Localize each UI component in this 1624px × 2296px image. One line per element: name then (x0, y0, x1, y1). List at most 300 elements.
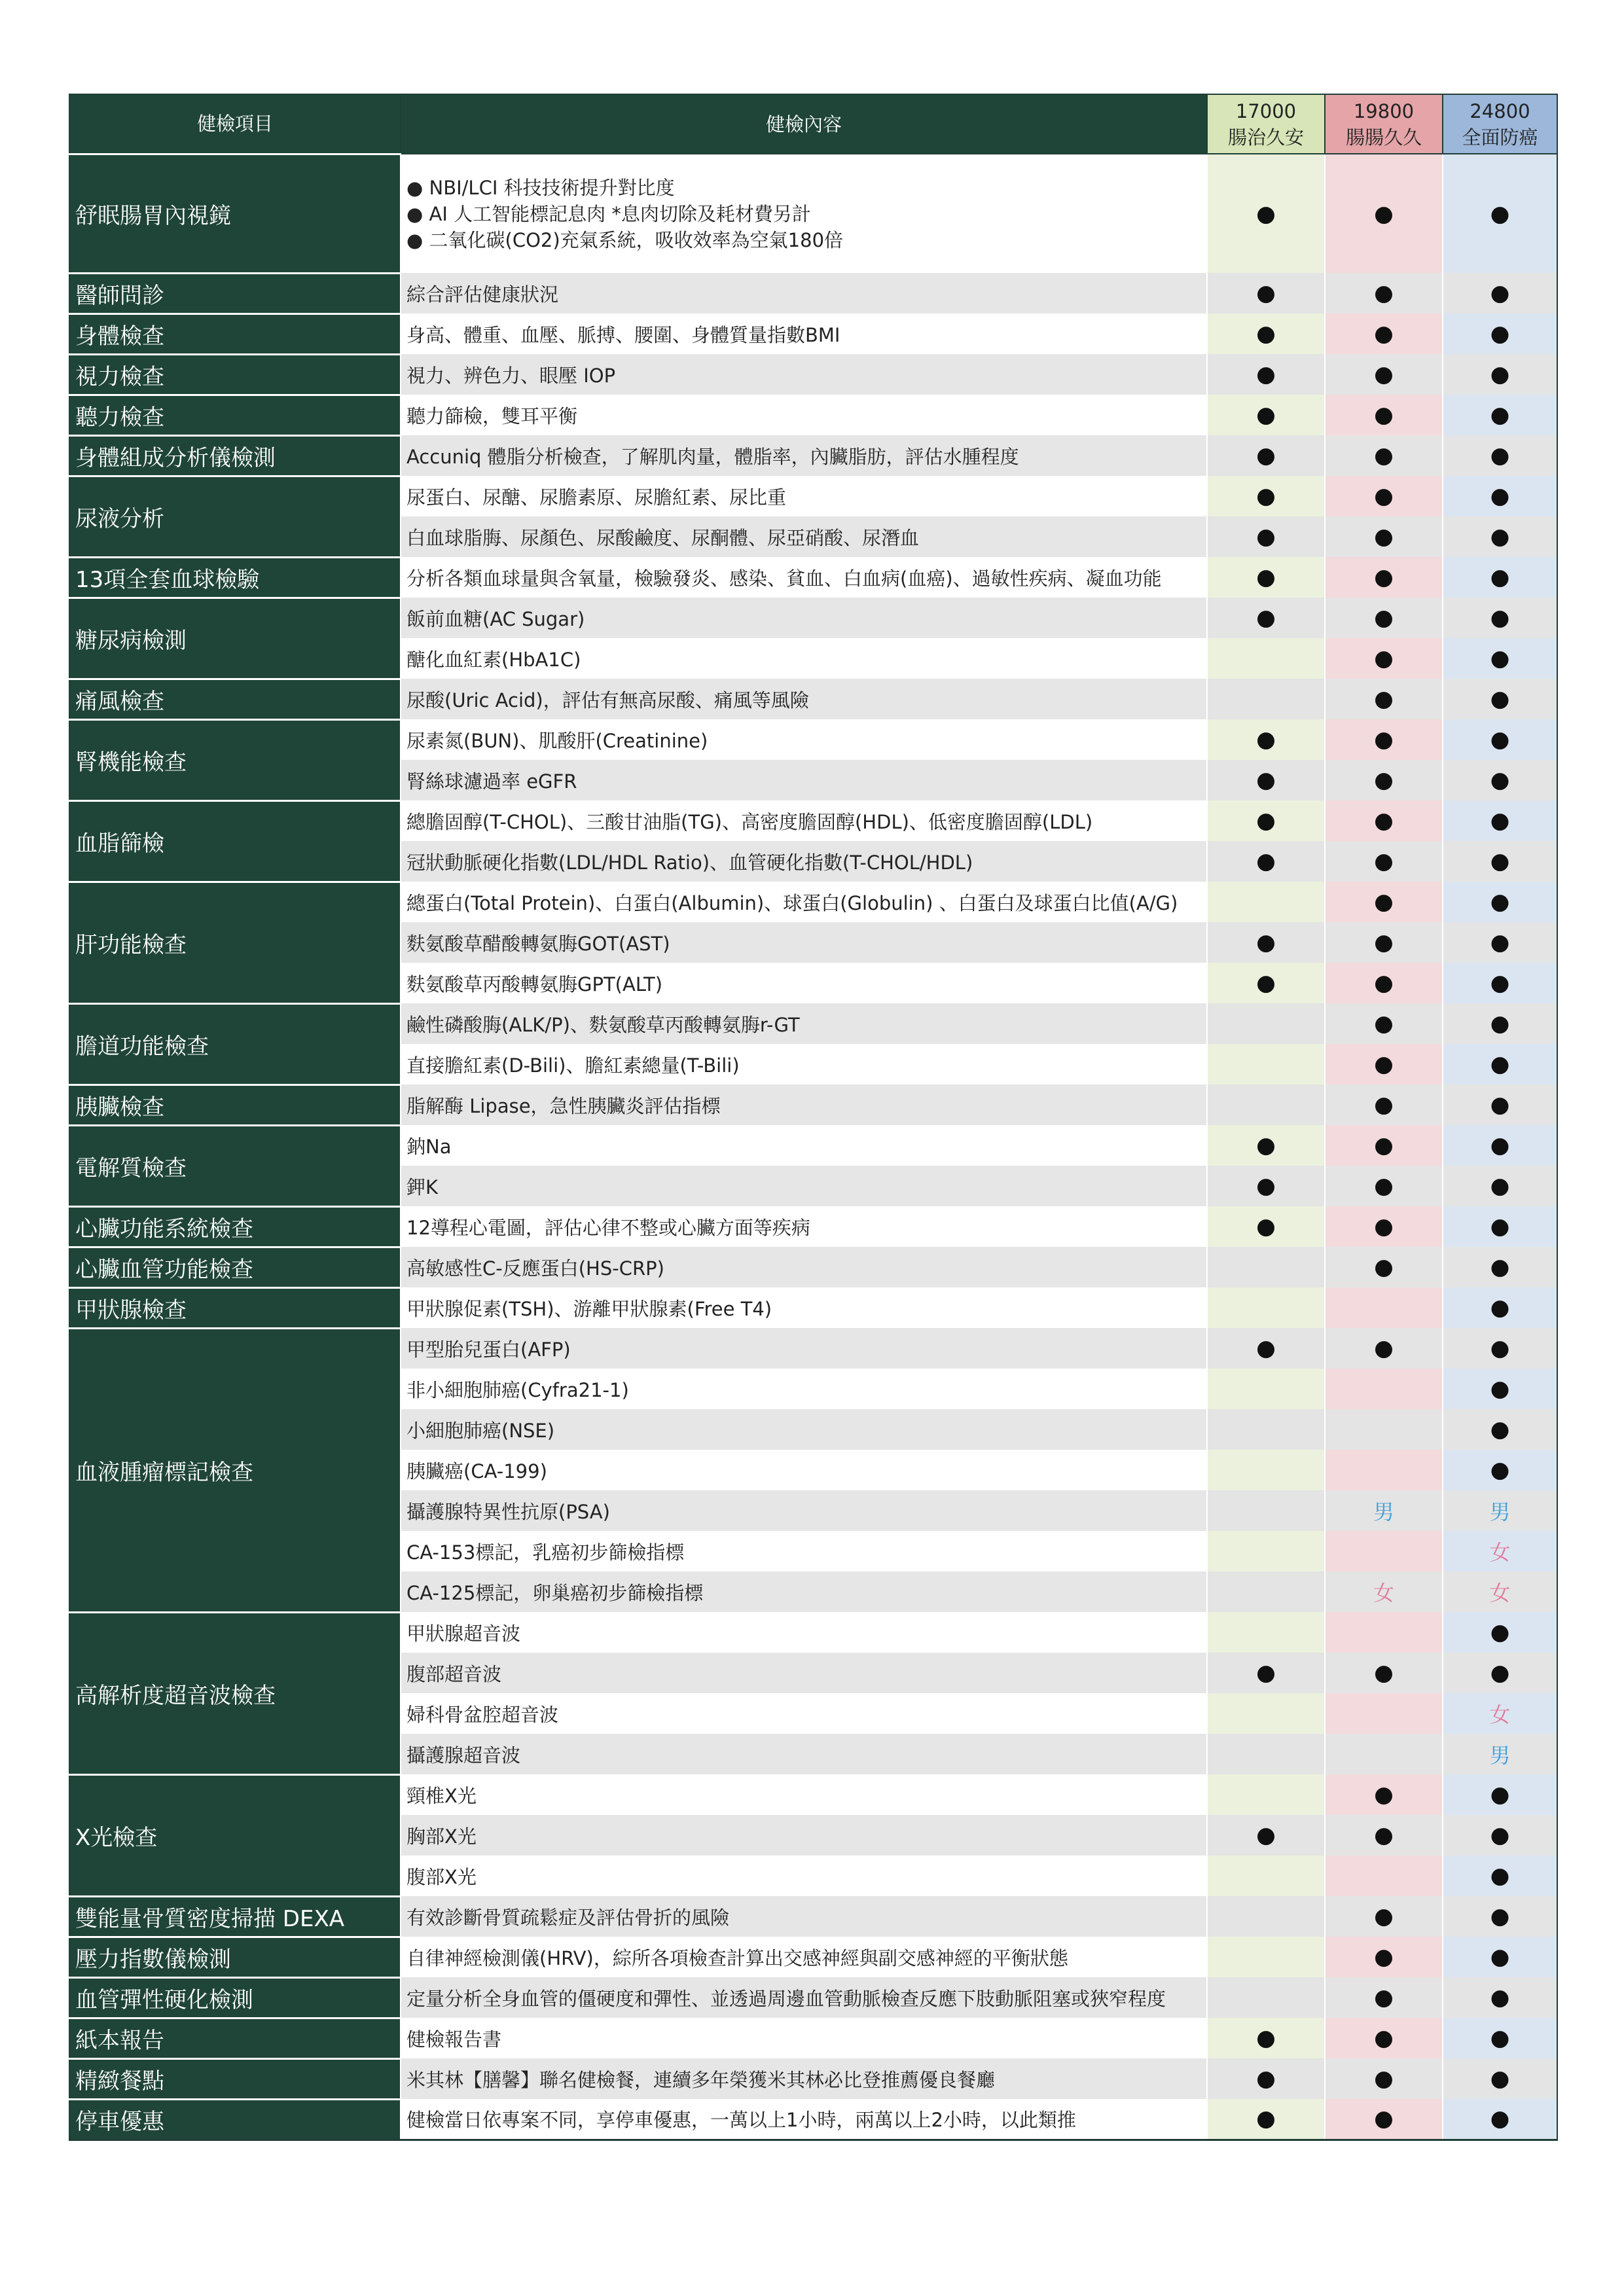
plan-3-cell (1443, 1450, 1557, 1490)
table-row (69, 354, 1557, 395)
plan-2-cell (1325, 598, 1443, 638)
included-mark: ● (1374, 564, 1394, 590)
plan-1-cell (1207, 1369, 1325, 1409)
included-mark: ● (1490, 2066, 1510, 2092)
category-cell: 胰臟檢查 (69, 1085, 401, 1125)
plan-name: 腸腸久久 (1345, 126, 1422, 149)
plan-1-cell (1207, 1653, 1325, 1693)
content-cell: 腹部超音波 (401, 1653, 1207, 1693)
plan-1-cell (1207, 1856, 1325, 1896)
included-mark: ● (1374, 1051, 1394, 1077)
plan-3-cell (1443, 1896, 1557, 1937)
content-cell: 視力、辨色力、眼壓 IOP (401, 354, 1207, 395)
table-row (69, 598, 1557, 638)
content-cell: 小細胞肺癌(NSE) (401, 1409, 1207, 1450)
plan-2-cell (1325, 476, 1443, 516)
category-cell: 膽道功能檢查 (69, 1003, 401, 1085)
plan-3-cell (1443, 1774, 1557, 1815)
plan-2-cell (1325, 1693, 1443, 1734)
table-row (69, 1612, 1557, 1653)
plan-1-cell (1207, 1774, 1325, 1815)
plan-2-cell (1325, 557, 1443, 598)
included-mark: ● (1490, 767, 1510, 793)
included-mark: ● (1374, 1944, 1394, 1970)
plan-3-cell (1443, 963, 1557, 1003)
content-cell: 尿蛋白、尿醣、尿膽素原、尿膽紅素、尿比重 (401, 476, 1207, 516)
plan-3-cell (1443, 395, 1557, 435)
plan-1-cell (1207, 922, 1325, 963)
included-mark: ● (1374, 442, 1394, 469)
included-mark: ● (1490, 970, 1510, 996)
plan-1-cell (1207, 354, 1325, 395)
plan-1-cell (1207, 154, 1325, 273)
content-cell: 健檢報告書 (401, 2018, 1207, 2058)
included-mark: ● (1490, 1132, 1510, 1158)
category-cell: 13項全套血球檢驗 (69, 557, 401, 598)
plan-3-cell (1443, 1409, 1557, 1450)
plan-2-cell (1325, 395, 1443, 435)
table-row (69, 679, 1557, 719)
category-cell: 紙本報告 (69, 2018, 401, 2058)
plan-3-cell (1443, 638, 1557, 679)
included-mark: ● (1374, 808, 1394, 834)
included-mark: ● (1256, 524, 1276, 550)
plan-2-cell (1325, 1409, 1443, 1450)
plan-1-cell (1207, 963, 1325, 1003)
plan-3-cell (1443, 476, 1557, 516)
plan-1-cell (1207, 882, 1325, 922)
included-mark: ● (1490, 1863, 1510, 1889)
plan-price: 24800 (1470, 99, 1530, 122)
plan-2-cell (1325, 963, 1443, 1003)
content-cell: 非小細胞肺癌(Cyfra21-1) (401, 1369, 1207, 1409)
content-cell: 分析各類血球量與含氧量，檢驗發炎、感染、貧血、白血病(血癌)、過敏性疾病、凝血功能 (401, 557, 1207, 598)
content-cell: 鉀K (401, 1166, 1207, 1206)
included-mark: ● (1256, 442, 1276, 469)
included-mark: ● (1490, 848, 1510, 874)
included-mark: ● (1490, 321, 1510, 347)
plan-2-cell (1325, 1653, 1443, 1693)
table-row (69, 1247, 1557, 1287)
included-mark: ● (1374, 929, 1394, 956)
included-mark: ● (1490, 605, 1510, 631)
content-cell: 總膽固醇(T-CHOL)、三酸甘油脂(TG)、高密度膽固醇(HDL)、低密度膽固醇(LDL) (401, 800, 1207, 841)
included-mark: ● (1490, 686, 1510, 712)
plan-2-cell (1325, 1571, 1443, 1612)
included-mark: ● (1256, 321, 1276, 347)
content-cell: 聽力篩檢，雙耳平衡 (401, 395, 1207, 435)
plan-3-cell (1443, 760, 1557, 800)
plan-2-cell (1325, 679, 1443, 719)
plan-1-cell (1207, 1693, 1325, 1734)
included-mark: ● (1374, 645, 1394, 672)
table-row (69, 557, 1557, 598)
plan-1-cell (1207, 1937, 1325, 1977)
plan-1-cell (1207, 476, 1325, 516)
plan-3-cell (1443, 719, 1557, 760)
included-mark: ● (1374, 889, 1394, 915)
plan-price: 19800 (1353, 99, 1415, 122)
included-mark: ● (1374, 280, 1394, 306)
plan-1-cell (1207, 395, 1325, 435)
included-mark: ● (1490, 808, 1510, 834)
included-mark: ● (1490, 564, 1510, 590)
content-cell: 綜合評估健康狀況 (401, 273, 1207, 314)
plan-2-cell (1325, 1166, 1443, 1206)
plan-2-cell (1325, 1612, 1443, 1653)
plan-3-cell (1443, 2058, 1557, 2099)
included-mark: ● (1490, 2025, 1510, 2051)
header-plan-19800 (1325, 94, 1443, 154)
plan-3-cell (1443, 435, 1557, 476)
included-mark: ● (1256, 970, 1276, 996)
plan-3-cell (1443, 1612, 1557, 1653)
category-cell: 肝功能檢查 (69, 882, 401, 1003)
category-cell: 高解析度超音波檢查 (69, 1612, 401, 1774)
plan-2-cell (1325, 922, 1443, 963)
content-cell: 腹部X光 (401, 1856, 1207, 1896)
content-cell: CA-125標記，卵巢癌初步篩檢指標 (401, 1571, 1207, 1612)
included-mark: ● (1490, 1984, 1510, 2011)
category-cell: 雙能量骨質密度掃描 DEXA (69, 1896, 401, 1937)
plan-2-cell (1325, 2058, 1443, 2099)
table-row (69, 1937, 1557, 1977)
included-mark: ● (1490, 2106, 1510, 2132)
female-marker: 女 (1489, 1540, 1511, 1565)
content-cell: 麩氨酸草丙酸轉氨脢GPT(ALT) (401, 963, 1207, 1003)
plan-2-cell (1325, 760, 1443, 800)
category-cell: 血液腫瘤標記檢查 (69, 1328, 401, 1612)
plan-1-cell (1207, 638, 1325, 679)
plan-1-cell (1207, 1125, 1325, 1166)
included-mark: ● (1374, 2066, 1394, 2092)
plan-3-cell (1443, 1247, 1557, 1287)
plan-3-cell (1443, 1166, 1557, 1206)
included-mark: ● (1490, 524, 1510, 550)
plan-2-cell (1325, 841, 1443, 882)
plan-2-cell (1325, 1044, 1443, 1085)
included-mark: ● (1490, 1944, 1510, 1970)
category-cell: 血管彈性硬化檢測 (69, 1977, 401, 2018)
plan-3-cell (1443, 1653, 1557, 1693)
plan-3-cell (1443, 557, 1557, 598)
included-mark: ● (1490, 889, 1510, 915)
plan-1-cell (1207, 273, 1325, 314)
plan-2-cell (1325, 1856, 1443, 1896)
content-cell: 米其林【膳馨】聯名健檢餐，連續多年榮獲米其林必比登推薦優良餐廳 (401, 2058, 1207, 2099)
included-mark: ● (1374, 686, 1394, 712)
included-mark: ● (1256, 1213, 1276, 1240)
plan-1-cell (1207, 1490, 1325, 1531)
plan-2-cell (1325, 1937, 1443, 1977)
included-mark: ● (1490, 1619, 1510, 1645)
plan-1-cell (1207, 2018, 1325, 2058)
content-cell: 脂解酶 Lipase，急性胰臟炎評估指標 (401, 1085, 1207, 1125)
plan-2-cell (1325, 1369, 1443, 1409)
content-cell: 身高、體重、血壓、脈搏、腰圍、身體質量指數BMI (401, 314, 1207, 354)
header-category: 健檢項目 (69, 94, 401, 154)
plan-2-cell (1325, 435, 1443, 476)
included-mark: ● (1490, 1457, 1510, 1483)
content-cell: 攝護腺超音波 (401, 1734, 1207, 1774)
plan-2-cell (1325, 719, 1443, 760)
plan-1-cell (1207, 1328, 1325, 1369)
content-cell: 攝護腺特異性抗原(PSA) (401, 1490, 1207, 1531)
category-cell: 心臟功能系統檢查 (69, 1206, 401, 1247)
table-row (69, 1896, 1557, 1937)
included-mark: ● (1374, 1984, 1394, 2011)
category-cell: 舒眠腸胃內視鏡 (69, 154, 401, 273)
included-mark: ● (1374, 970, 1394, 996)
category-cell: 尿液分析 (69, 476, 401, 557)
male-marker: 男 (1373, 1499, 1394, 1524)
male-marker: 男 (1489, 1743, 1511, 1768)
included-mark: ● (1256, 1660, 1276, 1686)
plan-1-cell (1207, 2099, 1325, 2140)
included-mark: ● (1256, 2106, 1276, 2132)
plan-3-cell (1443, 882, 1557, 922)
included-mark: ● (1374, 726, 1394, 753)
content-cell: 醣化血紅素(HbA1C) (401, 638, 1207, 679)
plan-1-cell (1207, 841, 1325, 882)
plan-2-cell (1325, 1003, 1443, 1044)
included-mark: ● (1256, 2025, 1276, 2051)
category-cell: 糖尿病檢測 (69, 598, 401, 679)
plan-3-cell (1443, 1328, 1557, 1369)
category-cell: 醫師問診 (69, 273, 401, 314)
included-mark: ● (1256, 361, 1276, 387)
included-mark: ● (1374, 1213, 1394, 1240)
included-mark: ● (1490, 645, 1510, 672)
included-mark: ● (1256, 929, 1276, 956)
included-mark: ● (1374, 524, 1394, 550)
included-mark: ● (1374, 200, 1394, 227)
plan-3-cell (1443, 922, 1557, 963)
included-mark: ● (1490, 929, 1510, 956)
content-cell: 有效診斷骨質疏鬆症及評估骨折的風險 (401, 1896, 1207, 1937)
plan-3-cell (1443, 1287, 1557, 1328)
plan-1-cell (1207, 1815, 1325, 1856)
table-row (69, 1287, 1557, 1328)
included-mark: ● (1256, 564, 1276, 590)
included-mark: ● (1374, 483, 1394, 509)
included-mark: ● (1374, 848, 1394, 874)
plan-1-cell (1207, 1612, 1325, 1653)
included-mark: ● (1490, 1011, 1510, 1037)
included-mark: ● (1256, 483, 1276, 509)
plan-3-cell (1443, 1571, 1557, 1612)
included-mark: ● (1256, 402, 1276, 428)
table-row (69, 273, 1557, 314)
included-mark: ● (1490, 1254, 1510, 1280)
content-cell: 自律神經檢測儀(HRV)，綜所各項檢查計算出交感神經與副交感神經的平衡狀態 (401, 1937, 1207, 1977)
plan-1-cell (1207, 1166, 1325, 1206)
included-mark: ● (1374, 605, 1394, 631)
plan-3-cell (1443, 1003, 1557, 1044)
plan-1-cell (1207, 516, 1325, 557)
included-mark: ● (1490, 726, 1510, 753)
content-line: ● 二氧化碳(CO2)充氣系統，吸收效率為空氣180倍 (406, 228, 844, 251)
plan-3-cell (1443, 598, 1557, 638)
plan-3-cell (1443, 2018, 1557, 2058)
plan-3-cell (1443, 1693, 1557, 1734)
included-mark: ● (1374, 1092, 1394, 1118)
included-mark: ● (1490, 1295, 1510, 1321)
plan-1-cell (1207, 760, 1325, 800)
included-mark: ● (1256, 1173, 1276, 1199)
female-marker: 女 (1489, 1702, 1511, 1727)
included-mark: ● (1490, 1416, 1510, 1443)
content-cell: 頸椎X光 (401, 1774, 1207, 1815)
plan-2-cell (1325, 1531, 1443, 1571)
content-cell: 尿素氮(BUN)、肌酸肝(Creatinine) (401, 719, 1207, 760)
table-row (69, 1206, 1557, 1247)
content-cell: 冠狀動脈硬化指數(LDL/HDL Ratio)、血管硬化指數(T-CHOL/HDL) (401, 841, 1207, 882)
plan-3-cell (1443, 1044, 1557, 1085)
included-mark: ● (1490, 1092, 1510, 1118)
included-mark: ● (1256, 808, 1276, 834)
female-marker: 女 (1373, 1581, 1394, 1605)
header-content: 健檢內容 (401, 94, 1207, 154)
content-cell: 婦科骨盆腔超音波 (401, 1693, 1207, 1734)
plan-2-cell (1325, 354, 1443, 395)
health-check-comparison-table (69, 94, 1558, 2141)
category-cell: 腎機能檢查 (69, 719, 401, 800)
plan-2-cell (1325, 1774, 1443, 1815)
plan-2-cell (1325, 1328, 1443, 1369)
table-row (69, 476, 1557, 516)
male-marker: 男 (1489, 1499, 1511, 1524)
included-mark: ● (1374, 1782, 1394, 1808)
plan-2-cell (1325, 1085, 1443, 1125)
included-mark: ● (1490, 280, 1510, 306)
table-row (69, 2058, 1557, 2099)
plan-3-cell (1443, 1206, 1557, 1247)
plan-3-cell (1443, 1125, 1557, 1166)
table-row (69, 1085, 1557, 1125)
content-cell: 麩氨酸草醋酸轉氨脢GOT(AST) (401, 922, 1207, 963)
table-row (69, 2018, 1557, 2058)
table-row (69, 719, 1557, 760)
included-mark: ● (1490, 361, 1510, 387)
included-mark: ● (1374, 402, 1394, 428)
plan-3-cell (1443, 800, 1557, 841)
plan-2-cell (1325, 1815, 1443, 1856)
included-mark: ● (1490, 1173, 1510, 1199)
table-row (69, 800, 1557, 841)
plan-price: 17000 (1235, 99, 1297, 122)
plan-1-cell (1207, 314, 1325, 354)
category-cell: 身體檢查 (69, 314, 401, 354)
plan-1-cell (1207, 719, 1325, 760)
plan-3-cell (1443, 1815, 1557, 1856)
included-mark: ● (1256, 767, 1276, 793)
included-mark: ● (1256, 726, 1276, 753)
plan-3-cell (1443, 354, 1557, 395)
plan-1-cell (1207, 679, 1325, 719)
category-cell: 身體組成分析儀檢測 (69, 435, 401, 476)
category-cell: 甲狀腺檢查 (69, 1287, 401, 1328)
plan-2-cell (1325, 314, 1443, 354)
female-marker: 女 (1489, 1581, 1511, 1605)
content-cell: 12導程心電圖，評估心律不整或心臟方面等疾病 (401, 1206, 1207, 1247)
plan-3-cell (1443, 679, 1557, 719)
content-cell: 尿酸(Uric Acid)，評估有無高尿酸、痛風等風險 (401, 679, 1207, 719)
plan-1-cell (1207, 1003, 1325, 1044)
included-mark: ● (1374, 321, 1394, 347)
content-cell: 直接膽紅素(D-Bili)、膽紅素總量(T-Bili) (401, 1044, 1207, 1085)
plan-3-cell (1443, 1734, 1557, 1774)
content-cell: 甲型胎兒蛋白(AFP) (401, 1328, 1207, 1369)
plan-1-cell (1207, 1206, 1325, 1247)
plan-1-cell (1207, 1571, 1325, 1612)
included-mark: ● (1490, 442, 1510, 469)
header-plan-24800 (1443, 94, 1557, 154)
included-mark: ● (1490, 1335, 1510, 1361)
included-mark: ● (1374, 1822, 1394, 1848)
plan-1-cell (1207, 1450, 1325, 1490)
included-mark: ● (1256, 200, 1276, 227)
plan-3-cell (1443, 1977, 1557, 2018)
content-cell: 定量分析全身血管的僵硬度和彈性、並透過周邊血管動脈檢查反應下肢動脈阻塞或狹窄程度 (401, 1977, 1207, 2018)
content-line: ● NBI/LCI 科技技術提升對比度 (406, 176, 675, 199)
table-row (69, 1003, 1557, 1044)
included-mark: ● (1256, 848, 1276, 874)
included-mark: ● (1256, 605, 1276, 631)
content-cell: 鹼性磷酸脢(ALK/P)、麩氨酸草丙酸轉氨脢r-GT (401, 1003, 1207, 1044)
included-mark: ● (1490, 1903, 1510, 1929)
category-cell: X光檢查 (69, 1774, 401, 1896)
category-cell: 壓力指數儀檢測 (69, 1937, 401, 1977)
included-mark: ● (1374, 1903, 1394, 1929)
plan-3-cell (1443, 2099, 1557, 2140)
plan-1-cell (1207, 1896, 1325, 1937)
category-cell: 血脂篩檢 (69, 800, 401, 882)
table-row (69, 2099, 1557, 2140)
plan-2-cell (1325, 1125, 1443, 1166)
plan-2-cell (1325, 2099, 1443, 2140)
plan-2-cell (1325, 1206, 1443, 1247)
plan-2-cell (1325, 154, 1443, 273)
included-mark: ● (1374, 1254, 1394, 1280)
plan-3-cell (1443, 154, 1557, 273)
plan-2-cell (1325, 1450, 1443, 1490)
category-cell: 心臟血管功能檢查 (69, 1247, 401, 1287)
content-cell: 甲狀腺促素(TSH)、游離甲狀腺素(Free T4) (401, 1287, 1207, 1328)
content-cell: 高敏感性C-反應蛋白(HS-CRP) (401, 1247, 1207, 1287)
category-cell: 痛風檢查 (69, 679, 401, 719)
content-cell: 甲狀腺超音波 (401, 1612, 1207, 1653)
plan-1-cell (1207, 435, 1325, 476)
plan-3-cell (1443, 314, 1557, 354)
content-cell: Accuniq 體脂分析檢查，了解肌肉量，體脂率，內臟脂肪，評估水腫程度 (401, 435, 1207, 476)
plan-name: 全面防癌 (1462, 126, 1538, 149)
plan-2-cell (1325, 1490, 1443, 1531)
table-row (69, 314, 1557, 354)
plan-2-cell (1325, 800, 1443, 841)
content-cell (401, 154, 1207, 273)
included-mark: ● (1490, 1051, 1510, 1077)
table-row (69, 395, 1557, 435)
plan-3-cell (1443, 841, 1557, 882)
plan-1-cell (1207, 1409, 1325, 1450)
included-mark: ● (1374, 1011, 1394, 1037)
plan-3-cell (1443, 1937, 1557, 1977)
included-mark: ● (1490, 1822, 1510, 1848)
plan-1-cell (1207, 1287, 1325, 1328)
included-mark: ● (1374, 1660, 1394, 1686)
header-plan-17000 (1207, 94, 1325, 154)
